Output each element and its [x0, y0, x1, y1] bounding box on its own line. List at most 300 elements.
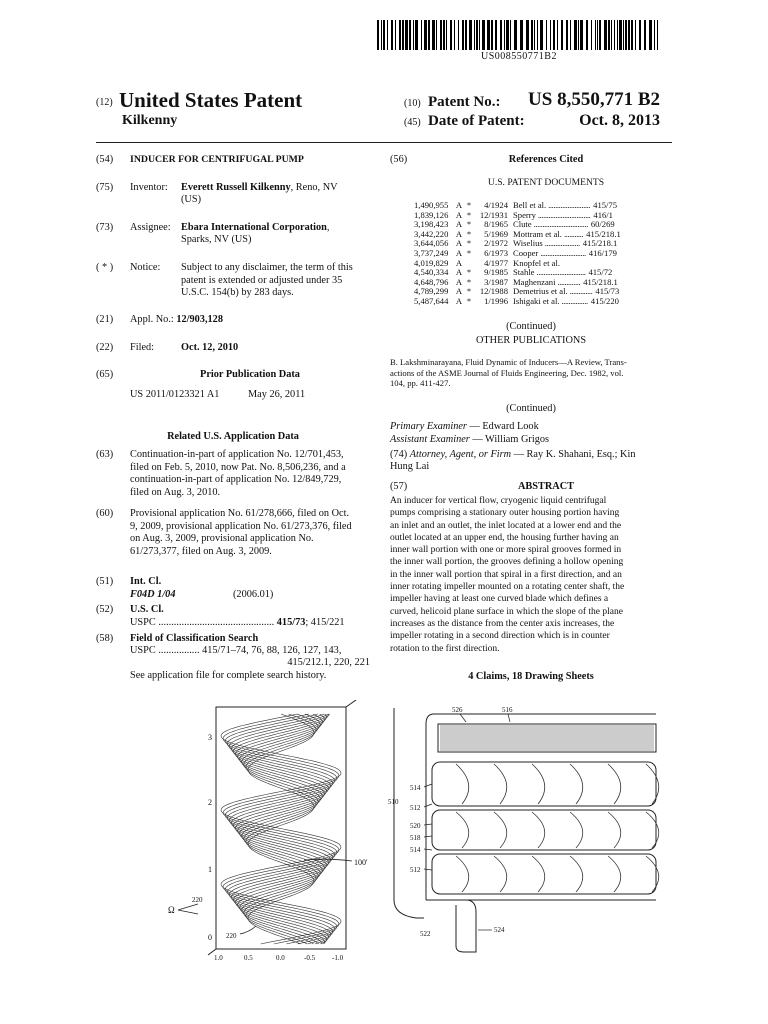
publication-line: B. Lakshminarayana, Fluid Dynamic of Inducers—A Review, Trans- — [390, 357, 627, 367]
assistant-examiner-label: Assistant Examiner — [390, 434, 470, 445]
barcode-bar — [443, 20, 445, 50]
abstract-line: increases as the distance from the center axis increases, the — [390, 618, 615, 629]
reference-name: Bell et al. — [513, 200, 547, 210]
reference-dots: ........................ — [548, 200, 591, 210]
abstract-line: in the inner wall portion that spiral in a first direction, and an — [390, 569, 622, 580]
leader-line — [424, 869, 432, 870]
reference-name: Wiselius — [513, 238, 543, 249]
barcode-bar — [580, 20, 583, 50]
barcode-bar — [546, 20, 547, 50]
leader-line — [424, 849, 432, 850]
notice-label: Notice: — [130, 262, 161, 273]
abstract-line: the inner wall portion, the grooves defining a hollow opening — [390, 557, 624, 568]
impeller-blade — [570, 856, 583, 892]
abstract-line: outlet located at an upper end, the housing further having an — [390, 532, 619, 543]
barcode-bar — [534, 20, 535, 50]
claims-summary: 4 Claims, 18 Drawing Sheets — [468, 671, 594, 682]
barcode-bar — [395, 20, 396, 50]
reference-no: 3,198,423 — [414, 219, 449, 230]
reference-star: * — [466, 286, 472, 297]
barcode-bar — [469, 20, 472, 50]
reference-kind: A — [455, 228, 463, 239]
reference-star: * — [466, 219, 472, 230]
reference-name: Ishigaki et al. — [513, 295, 560, 306]
impeller-blade — [608, 812, 621, 848]
publications-continued: (Continued) — [506, 403, 556, 414]
primary-examiner-name: — Edward Look — [469, 421, 539, 432]
barcode-bar — [377, 20, 379, 50]
barcode-bar — [479, 20, 480, 50]
filed-label: Filed: — [130, 342, 155, 353]
abstract-line: rotation to the first direction. — [390, 643, 500, 654]
notice-line: patent is extended or adjusted under 35 — [181, 274, 343, 286]
abstract-line: pumps comprising a stationary outer housing portion having — [390, 508, 620, 519]
leader-line — [508, 714, 510, 722]
abstract-line: inner rotating impeller mounted on a rotating center shaft, the — [390, 582, 625, 593]
barcode-bar — [628, 20, 630, 50]
field-73-code: (73) — [96, 222, 114, 233]
inducer-helix-figure — [164, 700, 380, 962]
assistant-examiner-name: — William Grigos — [472, 434, 549, 445]
attorney — [390, 449, 672, 462]
barcode-bar — [526, 20, 529, 50]
continuation-line: filed on Aug. 3, 2010. — [130, 486, 221, 498]
abstract-line: inner wall portion with one or more spiral grooves formed in — [390, 545, 622, 556]
barcode-bar — [566, 20, 568, 50]
notice-code: ( * ) — [96, 262, 114, 273]
ref-518: 518 — [410, 834, 421, 842]
barcode-bar — [540, 20, 543, 50]
publication-line: actions of the ASME Journal of Fluids Engineering, Dec. 1982, vol. — [390, 367, 624, 378]
impeller-blade — [570, 812, 583, 848]
inventor-name: Everett Russell Kilkenny — [181, 182, 291, 193]
barcode-bar — [399, 20, 401, 50]
rotation-arrow — [178, 904, 198, 910]
barcode-bar — [450, 20, 452, 50]
reference-dots: ............... — [561, 295, 588, 306]
barcode-bar — [391, 20, 393, 50]
field-56-code: (56) — [390, 154, 408, 165]
primary-examiner-label: Primary Examiner — [390, 421, 467, 432]
reference-name: Demetrius et al. — [513, 286, 568, 297]
barcode-bar — [387, 20, 388, 50]
barcode-bar — [495, 20, 497, 50]
barcode-bar — [561, 20, 563, 50]
reference-kind: A — [455, 238, 463, 249]
abstract-line: impeller rotating in a second direction which is in counter — [390, 631, 610, 642]
barcode-bar — [487, 20, 490, 50]
barcode-bar — [415, 20, 418, 50]
reference-date: 4/1924 — [484, 200, 508, 210]
reference-dots: .......................... — [540, 247, 586, 258]
patent-title: INDUCER FOR CENTRIFUGAL PUMP — [130, 154, 304, 165]
reference-cls: 415/75 — [593, 200, 618, 210]
reference-star: * — [466, 247, 472, 258]
continuation-line: continuation-in-part of application No. 12/849,729, — [130, 474, 342, 485]
impeller-blade — [456, 764, 469, 804]
reference-no: 5,487,644 — [414, 295, 449, 306]
barcode-bar — [381, 20, 382, 50]
impeller-blade — [646, 856, 659, 892]
impeller-blade — [570, 764, 583, 804]
impeller-blade — [456, 812, 469, 848]
impeller-blade — [608, 764, 621, 804]
impeller-blade — [608, 856, 621, 892]
reference-date: 9/1985 — [484, 267, 508, 278]
field-21-code: (21) — [96, 314, 114, 325]
reference-date: 6/1973 — [484, 247, 508, 258]
reference-name: Clute — [513, 219, 532, 230]
assignee-name: Ebara International Corporation — [181, 222, 327, 233]
barcode-bar — [510, 20, 511, 50]
barcode-bar — [436, 20, 437, 50]
leader-line — [424, 824, 432, 825]
reference-no: 1,839,126 — [414, 209, 449, 220]
barcode-bar — [597, 20, 598, 50]
impeller-blade — [646, 812, 659, 848]
leader-line — [424, 836, 432, 837]
barcode-bar — [520, 20, 523, 50]
barcode-bar — [631, 20, 633, 50]
reference-star: * — [466, 228, 472, 239]
barcode-bar — [421, 20, 422, 50]
field-57-code: (57) — [390, 481, 408, 492]
reference-kind: A — [455, 219, 463, 230]
field-22-code: (22) — [96, 342, 114, 353]
reference-star: * — [466, 200, 472, 210]
reference-cls: 415/218.1 — [586, 228, 621, 239]
reference-no: 4,540,334 — [414, 267, 449, 278]
barcode-bar — [409, 20, 411, 50]
barcode-bar — [446, 20, 447, 50]
reference-dots: ............................... — [533, 219, 588, 230]
barcode-bar — [428, 20, 430, 50]
impeller-blade — [456, 856, 469, 892]
reference-date: 8/1965 — [484, 219, 508, 230]
reference-dots: .................... — [544, 238, 580, 249]
impeller-blade — [494, 764, 507, 804]
barcode-bar — [476, 20, 478, 50]
assignee-comma: , — [326, 222, 330, 233]
barcode-bar — [578, 20, 579, 50]
notice-text — [181, 262, 370, 300]
assignee-location: Sparks, NV (US) — [181, 234, 252, 245]
reference-star: * — [466, 267, 472, 278]
barcode-bar — [462, 20, 464, 50]
ref-526: 526 — [452, 706, 463, 714]
leader-line — [240, 926, 256, 934]
int-cl-value: F04D 1/04 — [130, 589, 176, 600]
related-application-heading: Related U.S. Application Data — [167, 431, 299, 442]
continuation-line: Continuation-in-part of application No. 12/701,453, — [130, 449, 344, 460]
int-cl-version: (2006.01) — [233, 589, 274, 600]
impeller-blade — [532, 764, 545, 804]
impeller-blade — [494, 856, 507, 892]
ref-512: 512 — [410, 804, 421, 812]
impeller-blade — [532, 856, 545, 892]
continuation-line: filed on Feb. 5, 2010, now Pat. No. 8,506,236, and a — [130, 461, 346, 473]
provisional-line: 9, 2009, provisional application No. 61/273,376, filed — [130, 520, 352, 532]
housing-wall — [394, 900, 424, 918]
field-58-code: (58) — [96, 633, 114, 644]
barcode-bar — [402, 20, 404, 50]
impeller-blade — [532, 812, 545, 848]
assistant-examiner — [390, 434, 549, 447]
barcode-bar — [413, 20, 414, 50]
references-list — [414, 201, 672, 307]
reference-star: * — [466, 295, 472, 306]
inventor-label: Inventor: — [130, 182, 168, 193]
reference-dots: ........... — [563, 228, 584, 239]
prior-publication-heading: Prior Publication Data — [200, 369, 300, 380]
reference-no: 1,490,955 — [414, 200, 449, 210]
reference-date: 12/1931 — [479, 209, 508, 220]
filed-date: Oct. 12, 2010 — [181, 342, 239, 353]
field-of-search-label: Field of Classification Search — [130, 633, 259, 644]
reference-date: 3/1987 — [484, 276, 508, 287]
x-tick-label: -1.0 — [332, 954, 344, 962]
document-type: United States Patent — [119, 88, 303, 112]
patent-number: US 8,550,771 B2 — [528, 89, 660, 110]
reference-star: * — [466, 209, 472, 220]
reference-no: 3,737,249 — [414, 247, 449, 258]
leader-line — [424, 784, 432, 787]
reference-name: Stahle — [513, 267, 535, 278]
us-cl-rest: ; 415/221 — [305, 617, 345, 628]
x-tick-label: -0.5 — [304, 954, 316, 962]
reference-date: 4/1977 — [484, 257, 508, 268]
barcode-bar — [440, 20, 442, 50]
continuation-text — [130, 449, 370, 499]
reference-date: 5/1969 — [484, 228, 508, 239]
reference-star: * — [466, 238, 472, 249]
field-of-search-line — [130, 645, 341, 658]
barcode-bar — [639, 20, 641, 50]
barcode-bar — [654, 20, 655, 50]
rotation-arrow — [178, 910, 198, 914]
field-54-code: (54) — [96, 154, 114, 165]
abstract-line: impeller having at least one curved blade which defines a — [390, 594, 609, 605]
barcode-bar — [644, 20, 646, 50]
inventor-value — [181, 182, 338, 195]
barcode-number: US008550771B2 — [481, 51, 557, 62]
pump-cross-section-figure — [386, 700, 676, 962]
barcode-bar — [557, 20, 558, 50]
reference-kind: A — [455, 267, 463, 278]
ref-510: 510 — [388, 798, 399, 806]
y-tick-label: 0 — [208, 933, 212, 942]
us-patent-documents-heading: U.S. PATENT DOCUMENTS — [487, 177, 605, 188]
reference-dots: .............................. — [537, 209, 591, 220]
ref-514: 514 — [410, 784, 421, 792]
date-of-patent-label: Date of Patent: — [428, 113, 525, 129]
field-of-search-classes-2: 415/212.1, 220, 221 — [287, 657, 370, 668]
reference-no: 4,648,796 — [414, 276, 449, 287]
code-10: (10) — [404, 98, 421, 109]
header-rule — [96, 142, 672, 143]
leader-line — [424, 804, 432, 807]
barcode-bar — [608, 20, 610, 50]
barcode-bar — [474, 20, 475, 50]
attorney-name: — Ray K. Shahani, Esq.; Kin — [513, 449, 636, 460]
abstract-line: An inducer for vertical flow, cryogenic liquid centrifugal — [390, 496, 607, 506]
reference-no: 3,644,056 — [414, 238, 449, 249]
leader-line — [460, 714, 466, 722]
barcode-bar — [383, 20, 385, 50]
code-12: (12) — [96, 97, 113, 108]
barcode-bar — [405, 20, 408, 50]
y-tick-label: 1 — [208, 865, 212, 874]
other-publications-heading: OTHER PUBLICATIONS — [475, 335, 587, 346]
barcode-bar — [619, 20, 622, 50]
ref-100: 100' — [354, 858, 368, 867]
impeller-blade — [494, 812, 507, 848]
housing-wall — [426, 714, 434, 900]
spiral-groove — [432, 854, 656, 894]
reference-cls: 415/218.1 — [582, 238, 618, 249]
barcode-bar — [617, 20, 618, 50]
reference-date: 2/1972 — [484, 238, 508, 249]
reference-kind: A — [455, 247, 463, 258]
assignee-label: Assignee: — [130, 222, 171, 233]
reference-name: Mottram et al. — [513, 228, 562, 239]
reference-name: Maghenzani — [513, 276, 556, 287]
date-of-patent: Oct. 8, 2013 — [579, 112, 660, 129]
reference-date: 1/1996 — [484, 295, 508, 306]
reference-kind: A — [455, 209, 463, 220]
prior-publication-number: US 2011/0123321 A1 — [130, 389, 220, 400]
appl-no — [130, 314, 223, 327]
y-tick-label: 2 — [208, 798, 212, 807]
field-of-search-classes: 415/71–74, 76, 88, 126, 127, 143, — [202, 645, 342, 656]
barcode-bar — [649, 20, 652, 50]
reference-star: * — [466, 276, 472, 287]
inventor-surname: Kilkenny — [122, 113, 178, 128]
field-63-code: (63) — [96, 449, 114, 460]
inlet-pipe — [456, 900, 476, 952]
assignee-value — [181, 222, 329, 235]
x-tick-label: 0.0 — [276, 954, 285, 962]
barcode-bar — [454, 20, 455, 50]
field-52-code: (52) — [96, 604, 114, 615]
ref-516: 516 — [502, 706, 513, 714]
reference-no: 3,442,220 — [414, 228, 449, 239]
spiral-groove — [432, 810, 656, 850]
reference-cls: 416/1 — [593, 209, 613, 220]
reference-kind: A — [455, 257, 463, 268]
field-of-search-uspc: USPC — [130, 645, 156, 656]
provisional-line: Provisional application No. 61/278,666, filed on Oct. — [130, 508, 350, 519]
reference-row — [414, 297, 672, 307]
reference-cls: 415/218.1 — [583, 276, 618, 287]
notice-line: U.S.C. 154(b) by 283 days. — [181, 287, 294, 298]
abstract-text — [390, 495, 672, 655]
code-45: (45) — [404, 117, 421, 128]
ref-512-b: 512 — [410, 866, 421, 874]
barcode-bar — [500, 20, 502, 50]
barcode-bar — [574, 20, 577, 50]
barcode-bar — [623, 20, 624, 50]
field-of-search-dots: ................ — [158, 645, 200, 656]
attorney-name-2: Hung Lai — [390, 461, 430, 472]
barcode-bar — [504, 20, 505, 50]
barcode-bar — [635, 20, 636, 50]
reference-dots: ............. — [569, 286, 593, 297]
reference-cls: 416/179 — [588, 247, 617, 258]
barcode-bar — [506, 20, 509, 50]
field-75-code: (75) — [96, 182, 114, 193]
search-history-note: See application file for complete search history. — [130, 670, 327, 681]
reference-kind: A — [455, 276, 463, 287]
other-publication — [390, 357, 672, 389]
barcode-bar — [424, 20, 427, 50]
barcode-bar — [465, 20, 467, 50]
reference-dots: ............. — [557, 276, 581, 287]
x-tick-label: 1.0 — [214, 954, 223, 962]
appl-no-value: 12/903,128 — [176, 314, 223, 325]
field-51-code: (51) — [96, 576, 114, 587]
provisional-line: 61/273,377, filed on Aug. 3, 2009. — [130, 545, 272, 557]
barcode-bar — [611, 20, 612, 50]
barcode-bar — [458, 20, 459, 50]
reference-date: 12/1988 — [479, 286, 508, 297]
barcode-bar — [595, 20, 596, 50]
us-cl-main: 415/73 — [276, 617, 306, 628]
y-tick-label: 3 — [208, 733, 212, 742]
reference-row — [414, 230, 672, 240]
ref-220-b: 220 — [226, 932, 237, 940]
barcode-bar — [614, 20, 615, 50]
barcode-bar — [537, 20, 538, 50]
prior-publication-date: May 26, 2011 — [248, 389, 306, 400]
patent-number-label: Patent No.: — [428, 94, 501, 110]
barcode-bar — [514, 20, 517, 50]
references-cited-heading: References Cited — [508, 154, 584, 165]
barcode-bar — [531, 20, 533, 50]
provisional-text — [130, 508, 370, 558]
impeller-blade — [646, 764, 659, 804]
field-65-code: (65) — [96, 369, 114, 380]
inventor-location: , Reno, NV — [290, 182, 338, 193]
reference-kind: A — [455, 200, 463, 210]
barcode-bar — [491, 20, 493, 50]
reference-dots: ............................ — [536, 267, 586, 278]
ref-520: 520 — [410, 822, 421, 830]
us-cl-line — [130, 617, 345, 630]
reference-name: Sperry — [513, 209, 536, 220]
notice-line: Subject to any disclaimer, the term of this — [181, 262, 353, 273]
reference-cls: 60/269 — [590, 219, 615, 230]
barcode-bar — [625, 20, 627, 50]
us-cl-uspc: USPC — [130, 617, 156, 628]
reference-cls: 415/73 — [595, 286, 620, 297]
barcode-bar — [657, 20, 658, 50]
primary-examiner — [390, 421, 539, 434]
int-cl-label: Int. Cl. — [130, 576, 162, 587]
reference-no: 4,789,299 — [414, 286, 449, 297]
abstract-line: an inlet and an outlet, the inlet located at a lower end and the — [390, 520, 622, 531]
barcode-bar — [482, 20, 485, 50]
barcode-bar — [591, 20, 592, 50]
reference-kind: A — [455, 295, 463, 306]
barcode-bar — [604, 20, 607, 50]
reference-kind: A — [455, 286, 463, 297]
references-continued: (Continued) — [506, 321, 556, 332]
reference-name: Knopfel et al. — [513, 257, 561, 268]
us-cl-label: U.S. Cl. — [130, 604, 164, 615]
barcode-bar — [599, 20, 601, 50]
omega-symbol: Ω — [168, 905, 175, 915]
